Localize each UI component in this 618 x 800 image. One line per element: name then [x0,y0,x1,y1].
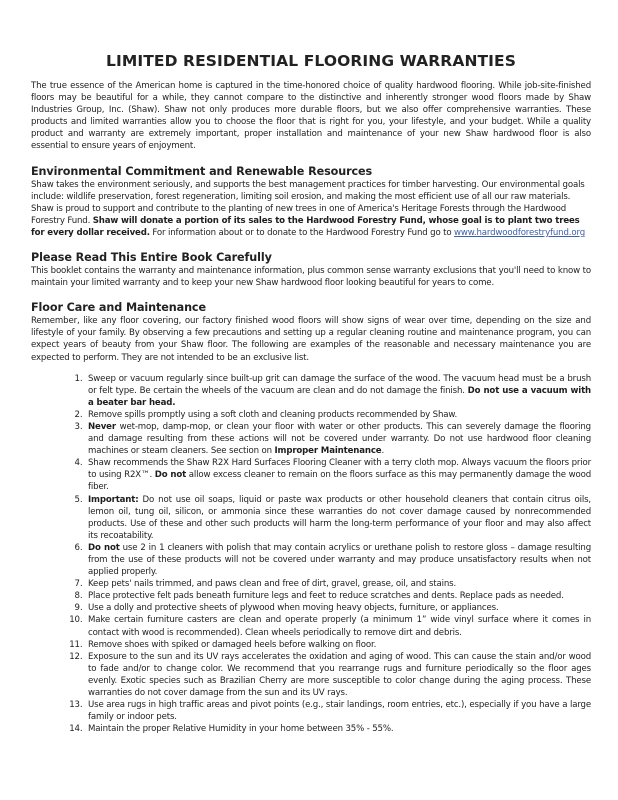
environment-text-1: Shaw takes the environment seriously, and supports the best management practices for timber harvesting. Our environmental goals include: wildlife preservation, forest regeneration, limiting soil erosion, and making the most efficient use of all our raw materials. Shaw is proud to support and contribute to the planting of new trees in one of America's Heritage Forests through the Hardwood Forestry Fund. [31,179,585,226]
page-title: LIMITED RESIDENTIAL FLOORING WARRANTIES [105,52,517,70]
list-item: 11. Remove shoes with spiked or damaged heels before walking on floor. [85,639,591,651]
list-item: 12. Exposure to the sun and its UV rays accelerates the oxidation and aging of wood. This can cause the stain and/or wood to fade and/or to change color. We recommend that you rearrange rugs and furniture periodically so the floor ages evenly. Exotic species such as Brazilian Cherry are more susceptible to color change during the aging process. These warranties do not cover damage from the sun and its UV rays. [85,651,591,699]
environment-paragraph [31,179,591,239]
list-item: 7. Keep pets' nails trimmed, and paws clean and free of dirt, gravel, grease, oil, and stains. [85,578,591,590]
intro-paragraph: The true essence of the American home is captured in the time-honored choice of quality hardwood flooring. While job-site-finished floors may be beautiful for a while, they cannot compare to the distinctive and inherently stronger wood floors made by Shaw Industries Group, Inc. (Shaw). Shaw not only produces more durable floors, but we also offer comprehensive warranties. These products and limited warranties allow you to choose the floor that is right for you, your lifestyle, and your budget. While a quality product and warranty are extremely important, proper installation and maintenance of your new Shaw hardwood floor is also essential to ensure years of enjoyment. [31,81,591,152]
maintenance-list [31,373,591,736]
list-item: 6. Do not use 2 in 1 cleaners with polish that may contain acrylics or urethane polish to restore gloss – damage resulting from the use of these products will not be covered under warranty and may produce unsatisfactory results when not applied properly. [85,542,591,578]
environment-bold-text: Shaw will donate a portion of its sales to the Hardwood Forestry Fund, whose goal is to plant two trees for every dollar received. [31,215,580,238]
list-item: 9. Use a dolly and protective sheets of plywood when moving heavy objects, furniture, or appliances. [85,602,591,614]
list-item: 5. Important: Do not use oil soaps, liquid or paste wax products or other household cleaners that contain citrus oils, lemon oil, tung oil, silicon, or ammonia since these warranties do not cover damage caused by nonrecommended products. Use of these and other such products will harm the long-term performance of your floor and may also affect its recoatability. [85,494,591,542]
section-heading-read-book: Please Read This Entire Book Carefully [31,251,272,265]
list-item: 3. Never wet-mop, damp-mop, or clean your floor with water or other products. This can severely damage the flooring and damage resulting from these actions will not be covered under warranty. Do not use hardwood floor cleaning machines or steam cleaners. See section on Improper Maintenance. [85,421,591,457]
read-book-paragraph: This booklet contains the warranty and maintenance information, plus common sense warranty exclusions that you'll need to know to maintain your limited warranty and to keep your new Shaw hardwood floor looking beautiful for years to come. [31,266,591,289]
list-item: 2. Remove spills promptly using a soft cloth and cleaning products recommended by Shaw. [85,409,591,421]
list-item: 4. Shaw recommends the Shaw R2X Hard Surfaces Flooring Cleaner with a terry cloth mop. Always vacuum the floors prior to using R2X™. Do not allow excess cleaner to remain on the floors surface as this may permanently damage the wood fiber. [85,457,591,493]
environment-text-2: For information about or to donate to the Hardwood Forestry Fund go to [149,227,455,238]
hardwood-forestry-fund-link[interactable]: www.hardwoodforestryfund.org [454,227,586,238]
section-heading-floor-care: Floor Care and Maintenance [31,301,206,315]
list-item: 14. Maintain the proper Relative Humidity in your home between 35% - 55%. [85,723,591,735]
floor-care-paragraph: Remember, like any floor covering, our factory finished wood floors will show signs of wear over time, depending on the size and lifestyle of your family. By observing a few precautions and setting up a regular cleaning routine and maintenance program, you can expect years of beauty from your Shaw floor. The following are examples of the reasonable and necessary maintenance you are expected to perform. They are not intended to be an exclusive list. [31,316,591,363]
list-item: 8. Place protective felt pads beneath furniture legs and feet to reduce scratches and dents. Replace pads as needed. [85,590,591,602]
list-item: 1. Sweep or vacuum regularly since built-up grit can damage the surface of the wood. The vacuum head must be a brush or felt type. Be certain the wheels of the vacuum are clean and do not damage the finish. Do not use a vacuum with a beater bar head. [85,373,591,409]
list-item: 10. Make certain furniture casters are clean and operate properly (a minimum 1” wide vinyl surface where it comes in contact with wood is recommended). Clean wheels periodically to remove dirt and debris. [85,614,591,638]
list-item: 13. Use area rugs in high traffic areas and pivot points (e.g., stair landings, room entries, etc.), especially if you have a large family or indoor pets. [85,699,591,723]
section-heading-environment: Environmental Commitment and Renewable Resources [31,164,373,178]
